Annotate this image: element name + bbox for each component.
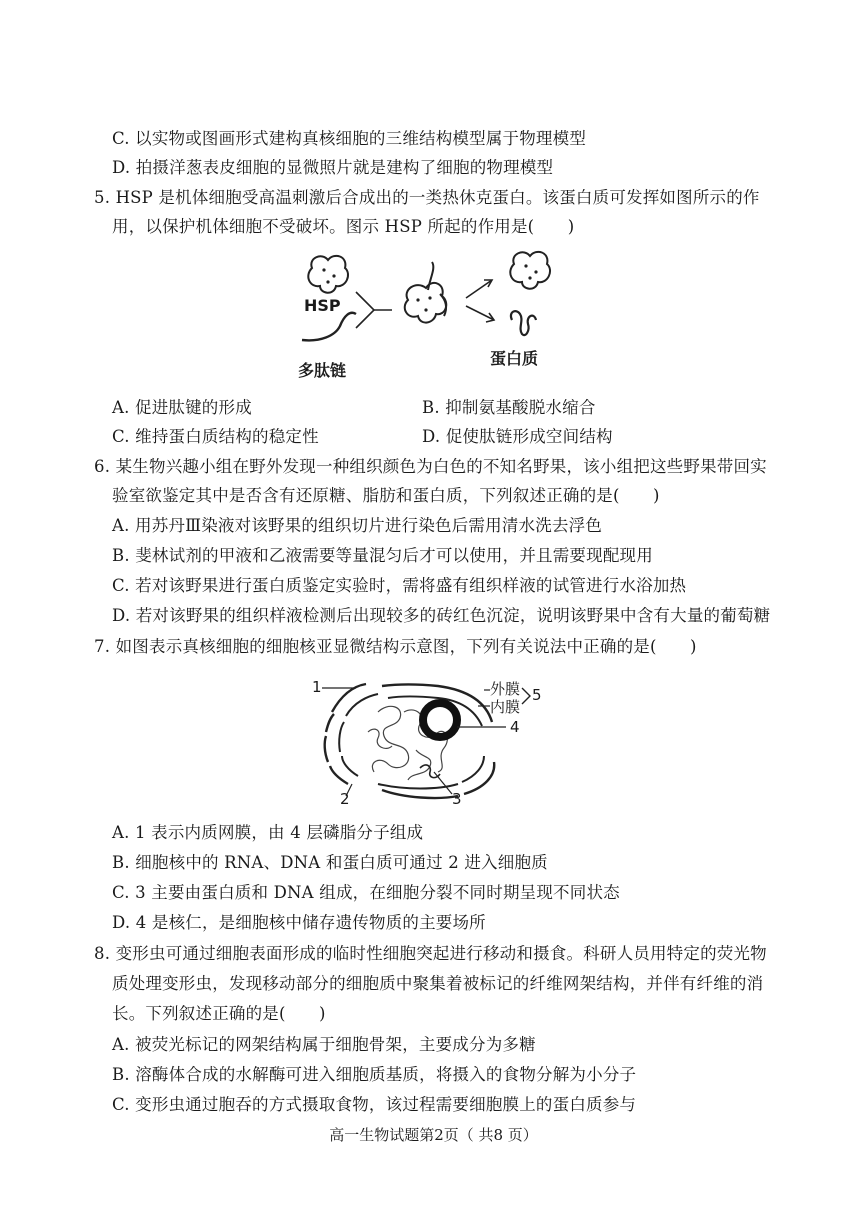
label-polypeptide: 多肽链 [298, 361, 347, 380]
q5-option-c: C. 维持蛋白质结构的稳定性 [112, 427, 319, 446]
q4-option-d: D. 拍摄洋葱表皮细胞的显微照片就是建构了细胞的物理模型 [112, 158, 554, 177]
q4-option-c: C. 以实物或图画形式建构真核细胞的三维结构模型属于物理模型 [112, 129, 587, 148]
q8-stem-line1: 8. 变形虫可通过细胞表面形成的临时性细胞突起进行移动和摄食。科研人员用特定的荧光物 [94, 944, 767, 963]
q7-stem: 7. 如图表示真核细胞的细胞核亚显微结构示意图，下列有关说法中正确的是( ) [94, 637, 697, 656]
label-3: 3 [452, 790, 462, 808]
q7-option-a: A. 1 表示内质网膜，由 4 层磷脂分子组成 [112, 823, 424, 842]
q5-hsp-figure [290, 250, 580, 385]
q5-stem-line1: 5. HSP 是机体细胞受高温刺激后合成出的一类热休克蛋白。该蛋白质可发挥如图所示的作 [94, 188, 760, 207]
q7-option-d: D. 4 是核仁，是细胞核中储存遗传物质的主要场所 [112, 913, 486, 932]
q6-stem-line2: 验室欲鉴定其中是否含有还原糖、脂肪和蛋白质，下列叙述正确的是( ) [112, 486, 660, 505]
q6-option-d: D. 若对该野果的组织样液检测后出现较多的砖红色沉淀，说明该野果中含有大量的葡萄糖 [112, 606, 771, 625]
label-2: 2 [340, 790, 350, 808]
q5-option-d: D. 促使肽链形成空间结构 [422, 427, 613, 446]
q6-option-a: A. 用苏丹Ⅲ染液对该野果的组织切片进行染色后需用清水洗去浮色 [112, 516, 603, 535]
q7-nucleus-figure [308, 672, 568, 812]
q6-stem-line1: 6. 某生物兴趣小组在野外发现一种组织颜色为白色的不知名野果，该小组把这些野果带回实 [94, 457, 767, 476]
q7-option-c: C. 3 主要由蛋白质和 DNA 组成，在细胞分裂不同时期呈现不同状态 [112, 883, 620, 902]
q8-stem-line3: 长。下列叙述正确的是( ) [112, 1004, 326, 1023]
q6-option-b: B. 斐林试剂的甲液和乙液需要等量混匀后才可以使用，并且需要现配现用 [112, 546, 653, 565]
label-1: 1 [312, 678, 322, 696]
label-outer-membrane: 外膜 [490, 680, 521, 698]
q8-option-c: C. 变形虫通过胞吞的方式摄取食物，该过程需要细胞膜上的蛋白质参与 [112, 1095, 637, 1114]
q5-stem-line2: 用，以保护机体细胞不受破坏。图示 HSP 所起的作用是( ) [112, 217, 575, 236]
label-protein: 蛋白质 [490, 349, 539, 368]
label-4: 4 [510, 718, 520, 736]
q7-option-b: B. 细胞核中的 RNA、DNA 和蛋白质可通过 2 进入细胞质 [112, 853, 548, 872]
q8-option-b: B. 溶酶体合成的水解酶可进入细胞质基质，将摄入的食物分解为小分子 [112, 1065, 637, 1084]
page-footer: 高一生物试题第2页（ 共8 页） [329, 1126, 538, 1144]
q8-option-a: A. 被荧光标记的网架结构属于细胞骨架，主要成分为多糖 [112, 1035, 536, 1054]
label-5: 5 [532, 686, 542, 704]
label-hsp: HSP [304, 296, 341, 315]
q5-option-a: A. 促进肽键的形成 [112, 398, 252, 417]
q5-option-b: B. 抑制氨基酸脱水缩合 [422, 398, 596, 417]
q6-option-c: C. 若对该野果进行蛋白质鉴定实验时，需将盛有组织样液的试管进行水浴加热 [112, 576, 687, 595]
q8-stem-line2: 质处理变形虫，发现移动部分的细胞质中聚集着被标记的纤维网架结构，并伴有纤维的消 [112, 974, 764, 993]
label-inner-membrane: 内膜 [490, 698, 521, 716]
